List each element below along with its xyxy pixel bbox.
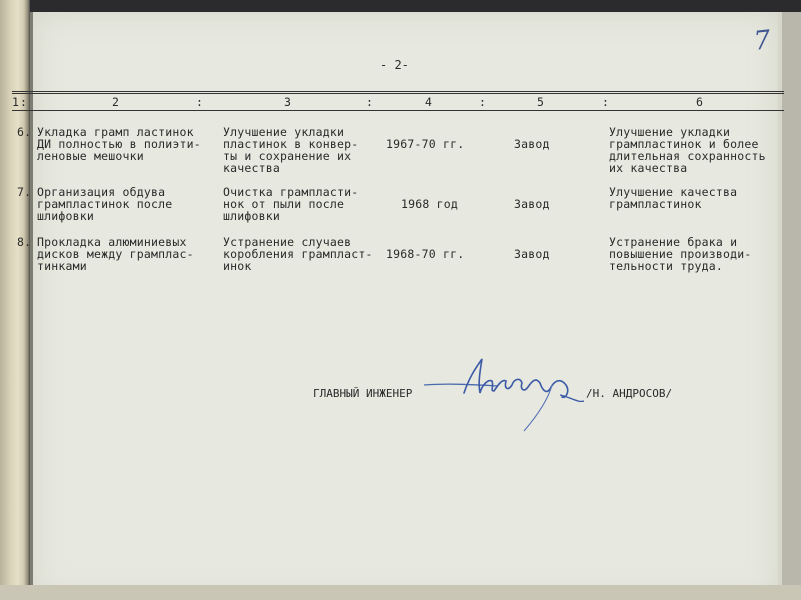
row-purpose-line: Очистка грампласти-	[223, 185, 359, 199]
scan-top-edge	[0, 0, 801, 12]
row-effect-line: Улучшение качества	[609, 185, 738, 199]
row-effect-line: длительная сохранность	[609, 149, 766, 163]
row-number: 6.	[17, 125, 32, 139]
col-separator: :	[366, 95, 373, 109]
row-period: 1967-70 гг.	[386, 137, 465, 151]
row-executor: Завод	[514, 247, 550, 261]
table-header-bottom-rule	[12, 110, 784, 111]
table-top-rule	[12, 91, 784, 92]
col-3-header: 3	[284, 95, 291, 109]
col-separator: :	[196, 95, 203, 109]
row-measure-line: ДИ полностью в полиэти-	[37, 137, 201, 151]
table-header	[12, 95, 784, 108]
row-purpose-line: Устранение случаев	[223, 235, 352, 249]
row-purpose-line: коробления грампласт-	[223, 247, 373, 261]
row-measure-line: Укладка грамп ластинок	[37, 125, 194, 139]
binding-edge	[0, 0, 30, 600]
col-separator: :	[602, 95, 609, 109]
col-separator: :	[479, 95, 486, 109]
row-purpose-line: ты и сохранение их	[223, 149, 352, 163]
signatory-title: ГЛАВНЫЙ ИНЖЕНЕР	[313, 387, 413, 400]
row-effect-line: Улучшение укладки	[609, 125, 731, 139]
row-purpose-line: качества	[223, 161, 280, 175]
handwritten-signature	[420, 355, 590, 435]
row-number: 8.	[17, 235, 32, 249]
row-effect-line: Устранение брака и	[609, 235, 738, 249]
row-measure-line: Прокладка алюминиевых	[37, 235, 187, 249]
row-measure-line: Организация обдува	[37, 185, 166, 199]
row-executor: Завод	[514, 137, 550, 151]
signatory-name: /Н. АНДРОСОВ/	[586, 387, 673, 400]
page-bottom-edge	[0, 585, 801, 600]
row-purpose-line: шлифовки	[223, 209, 280, 223]
row-effect-line: повышение производи-	[609, 247, 752, 261]
col-5-header: 5	[537, 95, 544, 109]
right-page-edge-shadow	[782, 12, 801, 600]
col-6-header: 6	[696, 95, 703, 109]
row-purpose-line: инок	[223, 259, 252, 273]
row-measure-line: грампластинок после	[37, 197, 173, 211]
row-measure-line: тинками	[37, 259, 87, 273]
row-period: 1968 год	[401, 197, 458, 211]
row-number: 7.	[17, 185, 32, 199]
row-purpose-line: пластинок в конвер-	[223, 137, 359, 151]
row-measure-line: шлифовки	[37, 209, 94, 223]
row-effect-line: грампластинок и более	[609, 137, 759, 151]
page-number: - 2-	[380, 58, 409, 72]
row-purpose-line: нок от пыли после	[223, 197, 345, 211]
row-effect-line: тельности труда.	[609, 259, 723, 273]
row-effect-line: грампластинок	[609, 197, 702, 211]
row-purpose-line: Улучшение укладки	[223, 125, 345, 139]
table-top-rule-double	[12, 93, 784, 94]
row-measure-line: леновые мешочки	[37, 149, 144, 163]
col-1-header: 1	[12, 95, 19, 109]
row-effect-line: их качества	[609, 161, 688, 175]
row-period: 1968-70 гг.	[386, 247, 465, 261]
handwritten-page-number: 7	[752, 25, 773, 57]
col-4-header: 4	[425, 95, 432, 109]
col-2-header: 2	[112, 95, 119, 109]
col-separator: :	[20, 95, 27, 109]
row-measure-line: дисков между грамплас-	[37, 247, 194, 261]
row-executor: Завод	[514, 197, 550, 211]
